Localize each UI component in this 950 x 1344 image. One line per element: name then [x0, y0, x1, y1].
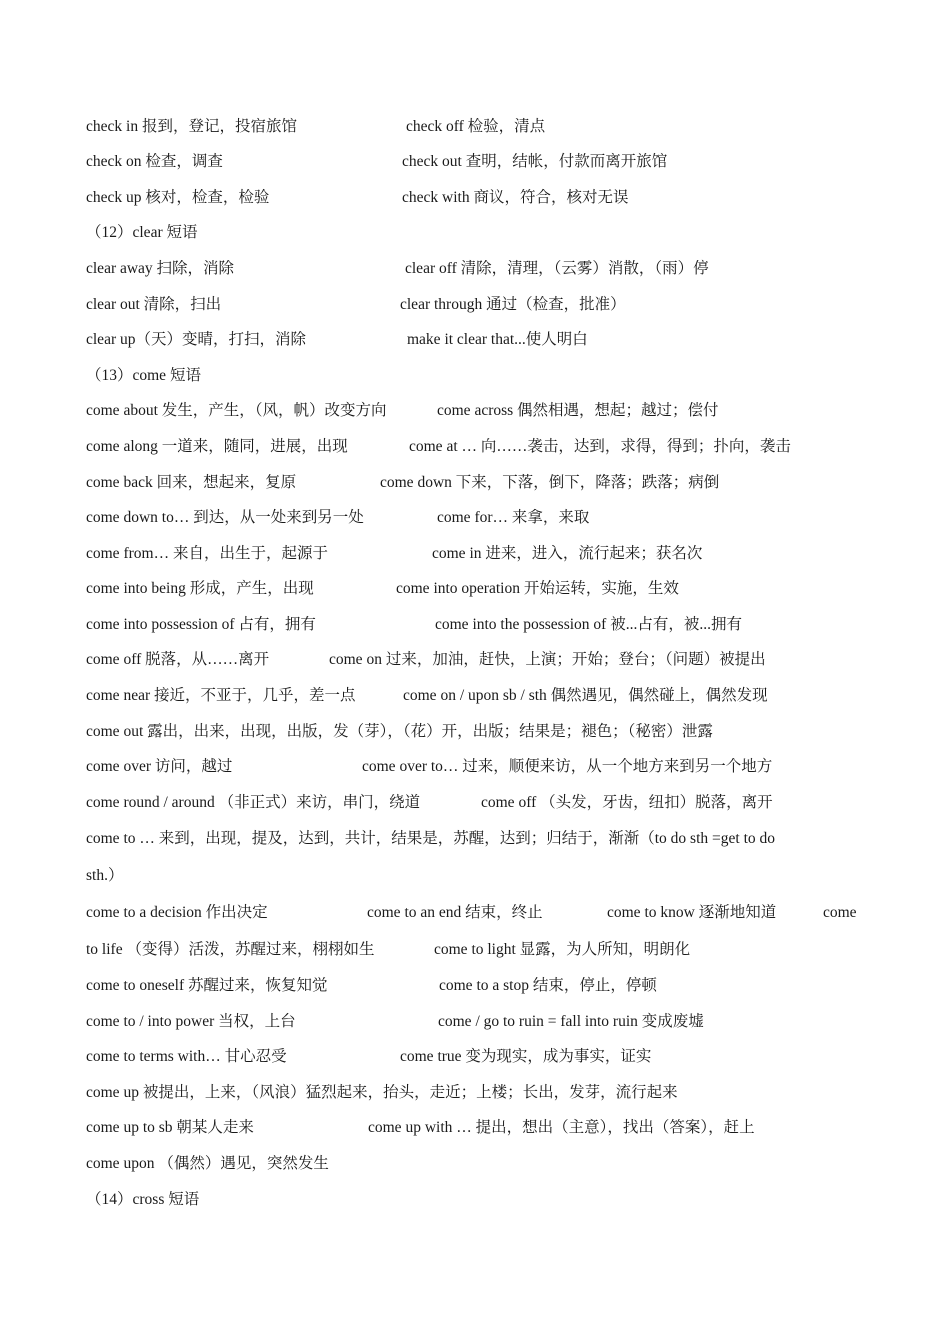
- phrase-come-for: come for… 来拿，来取: [437, 509, 590, 526]
- phrase-clear-up: clear up（天）变晴，打扫，消除: [86, 331, 306, 348]
- phrase-come-over-to: come over to… 过来，顺便来访，从一个地方来到另一个地方: [362, 758, 773, 775]
- phrase-come-near: come near 接近，不亚于，几乎，差一点: [86, 687, 356, 704]
- phrase-come-down: come down 下来，下落，倒下，降落；跌落；病倒: [380, 474, 720, 491]
- phrase-make-it-clear: make it clear that...使人明白: [407, 331, 588, 348]
- phrase-come-on: come on 过来，加油，赶快，上演；开始；登台；（问题）被提出: [329, 651, 766, 668]
- phrase-clear-through: clear through 通过（检查，批准）: [400, 296, 626, 313]
- phrase-check-on: check on 检查，调查: [86, 153, 223, 170]
- phrase-come-at: come at … 向……袭击，达到，求得，得到；扑向，袭击: [409, 438, 791, 455]
- phrase-come-to: come to … 来到，出现，提及，达到，共计，结果是，苏醒，达到；归结于，渐渐（to do sth =get to do: [86, 830, 776, 847]
- phrase-come-upon: come upon （偶然）遇见，突然发生: [86, 1155, 329, 1172]
- phrase-come-to-an-end: come to an end 结束，终止: [367, 904, 543, 921]
- phrase-come-to-light: come to light 显露，为人所知，明朗化: [434, 941, 691, 958]
- section-heading-clear: （12）clear 短语: [86, 224, 198, 241]
- phrase-come-into-possession: come into possession of 占有，拥有: [86, 616, 316, 633]
- phrase-come-into-being: come into being 形成，产生，出现: [86, 580, 314, 597]
- phrase-come-back: come back 回来，想起来，复原: [86, 474, 297, 491]
- phrase-check-in: check in 报到，登记，投宿旅馆: [86, 118, 297, 135]
- phrase-come-across: come across 偶然相遇，想起；越过；偿付: [437, 402, 719, 419]
- phrase-come-off-2: come off （头发，牙齿，纽扣）脱落，离开: [481, 794, 773, 811]
- phrase-check-off: check off 检验，清点: [406, 118, 546, 135]
- phrase-come-off: come off 脱落，从……离开: [86, 651, 270, 668]
- phrase-come-from: come from… 来自，出生于，起源于: [86, 545, 328, 562]
- phrase-come-true: come true 变为现实，成为事实，证实: [400, 1048, 652, 1065]
- phrase-clear-away: clear away 扫除，消除: [86, 260, 235, 277]
- phrase-come-about: come about 发生，产生，（风，帆）改变方向: [86, 402, 387, 419]
- phrase-come-to-ruin: come / go to ruin = fall into ruin 变成废墟: [438, 1013, 704, 1030]
- phrase-clear-out: clear out 清除，扫出: [86, 296, 222, 313]
- phrase-come-to-life-start: come: [823, 904, 857, 921]
- phrase-come-into-the-possession: come into the possession of 被...占有，被...拥有: [435, 616, 742, 633]
- phrase-come-to-terms: come to terms with… 甘心忍受: [86, 1048, 287, 1065]
- phrase-come-to-a-stop: come to a stop 结束，停止，停顿: [439, 977, 657, 994]
- phrase-come-along: come along 一道来，随同，进展，出现: [86, 438, 348, 455]
- phrase-come-up: come up 被提出，上来，（风浪）猛烈起来，抬头，走近；上楼；长出，发芽，流行起来: [86, 1084, 678, 1101]
- phrase-come-in: come in 进来，进入，流行起来；获名次: [432, 545, 703, 562]
- section-heading-come: （13）come 短语: [86, 367, 201, 384]
- phrase-come-to-continuation: sth.）: [86, 867, 124, 884]
- phrase-come-up-with: come up with … 提出，想出（主意），找出（答案），赶上: [368, 1119, 755, 1136]
- phrase-come-into-operation: come into operation 开始运转，实施，生效: [396, 580, 679, 597]
- phrase-come-to-a-decision: come to a decision 作出决定: [86, 904, 268, 921]
- phrase-come-to-power: come to / into power 当权，上台: [86, 1013, 296, 1030]
- phrase-come-to-oneself: come to oneself 苏醒过来，恢复知觉: [86, 977, 328, 994]
- phrase-come-out: come out 露出，出来，出现，出版，发（芽），（花）开，出版；结果是；褪色；（秘密）泄露: [86, 723, 713, 740]
- phrase-come-round: come round / around （非正式）来访，串门，绕道: [86, 794, 421, 811]
- phrase-clear-off: clear off 清除，清理，（云雾）消散，（雨）停: [405, 260, 709, 277]
- phrase-check-out: check out 查明，结帐，付款而离开旅馆: [402, 153, 668, 170]
- phrase-come-down-to: come down to… 到达，从一处来到另一处: [86, 509, 364, 526]
- phrase-come-on-upon: come on / upon sb / sth 偶然遇见，偶然碰上，偶然发现: [403, 687, 768, 704]
- section-heading-cross: （14）cross 短语: [86, 1191, 200, 1208]
- phrase-come-to-know: come to know 逐渐地知道: [607, 904, 777, 921]
- phrase-come-over: come over 访问，越过: [86, 758, 233, 775]
- phrase-check-with: check with 商议，符合，核对无误: [402, 189, 629, 206]
- phrase-come-to-life: to life （变得）活泼，苏醒过来，栩栩如生: [86, 941, 375, 958]
- phrase-check-up: check up 核对，检查，检验: [86, 189, 270, 206]
- phrase-come-up-to: come up to sb 朝某人走来: [86, 1119, 254, 1136]
